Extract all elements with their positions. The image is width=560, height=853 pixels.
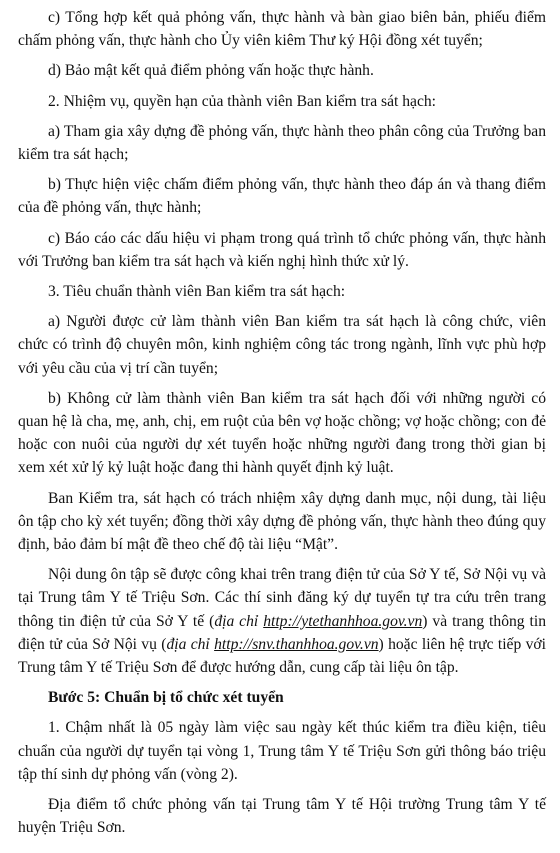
paragraph-2a: a) Tham gia xây dựng đề phỏng vấn, thực hành theo phân công của Trưởng ban kiểm tra sát hạch; xyxy=(18,122,546,164)
paragraph-interview-location: Địa điểm tổ chức phỏng vấn tại Trung tâm Y tế Hội trường Trung tâm Y tế huyện Triệu Sơn. xyxy=(18,796,546,837)
paragraph-committee-duty: Ban Kiểm tra, sát hạch có trách nhiệm xây dựng danh mục, nội dung, tài liệu ôn tập cho kỳ xét tuyển; đồng thời xây dựng đề phỏng vấn, thực hành theo đúng quy định, bảo đảm bí mật đề theo chế độ tài liệu “Mật”. xyxy=(18,489,546,554)
paragraph-2b: b) Thực hiện việc chấm điểm phỏng vấn, thực hành theo đáp án và thang điểm của đề phỏng vấn, thực hành; xyxy=(18,176,546,217)
paragraph-3-heading: 3. Tiêu chuẩn thành viên Ban kiểm tra sát hạch: xyxy=(48,283,346,301)
paragraph-2c: c) Báo cáo các dấu hiệu vi phạm trong quá trình tổ chức phỏng vấn, thực hành với Trưởng ban kiểm tra sát hạch và kiến nghị hình thức xử lý. xyxy=(18,229,546,270)
paragraph-3a: a) Người được cử làm thành viên Ban kiểm tra sát hạch là công chức, viên chức có trình độ chuyên môn, kinh nghiệm công tác trong ngành, lĩnh vực phù hợp với yêu cầu của vị trí cần tuyển; xyxy=(18,313,546,377)
paragraph-1d-confidentiality: d) Bảo mật kết quả điểm phỏng vấn hoặc thực hành. xyxy=(48,62,374,80)
review-text-part-3: ) hoặc liên hệ trực tiếp với Trung tâm Y tế Triệu Sơn để được hướng dẫn, cung cấp tài liệu ôn tập. xyxy=(18,635,546,677)
address-label-2: địa chỉ xyxy=(166,635,215,653)
paragraph-2-heading: 2. Nhiệm vụ, quyền hạn của thành viên Ban kiểm tra sát hạch: xyxy=(48,92,437,110)
review-text-part-1: Nội dung ôn tập sẽ được công khai trên trang điện tử của Sở Y tế, Sở Nội vụ và tại Trung tâm Y tế Triệu Sơn. Các thí sinh đăng ký dự tuyển tự tra cứu trên trang thông tin điện tử của Sở Y tế ( xyxy=(18,566,546,630)
home-affairs-link[interactable]: http://snv.thanhhoa.gov.vn xyxy=(214,635,379,653)
health-dept-link[interactable]: http://ytethanhhoa.gov.vn xyxy=(263,612,423,630)
address-label-1: địa chỉ xyxy=(214,612,264,630)
section-heading-step-5: Bước 5: Chuẩn bị tổ chức xét tuyển xyxy=(48,689,284,707)
paragraph-step5-1: 1. Chậm nhất là 05 ngày làm việc sau ngày kết thúc kiểm tra điều kiện, tiêu chuẩn của người dự tuyển tại vòng 1, Trung tâm Y tế Triệu Sơn gửi thông báo triệu tập thí sinh dự phỏng vấn (vòng 2). xyxy=(18,719,546,783)
paragraph-1c-summary: c) Tổng hợp kết quả phỏng vấn, thực hành và bàn giao biên bản, phiếu điểm chấm phỏng vấn, thực hành cho Ủy viên kiêm Thư ký Hội đồng xét tuyển; xyxy=(18,9,546,50)
paragraph-3b: b) Không cử làm thành viên Ban kiểm tra sát hạch đối với những người có quan hệ là cha, mẹ, anh, chị, em ruột của bên vợ hoặc chồng; vợ hoặc chồng; con đẻ hoặc con nuôi của người dự xét tuyển hoặc những người đang trong thời gian bị xem xét xử lý kỷ luật hoặc đang thi hành quyết định kỷ luật. xyxy=(18,389,546,477)
paragraph-review-materials xyxy=(18,563,546,679)
review-text-part-2: ) và trang thông tin điện tử của Sở Nội vụ ( xyxy=(18,612,546,653)
